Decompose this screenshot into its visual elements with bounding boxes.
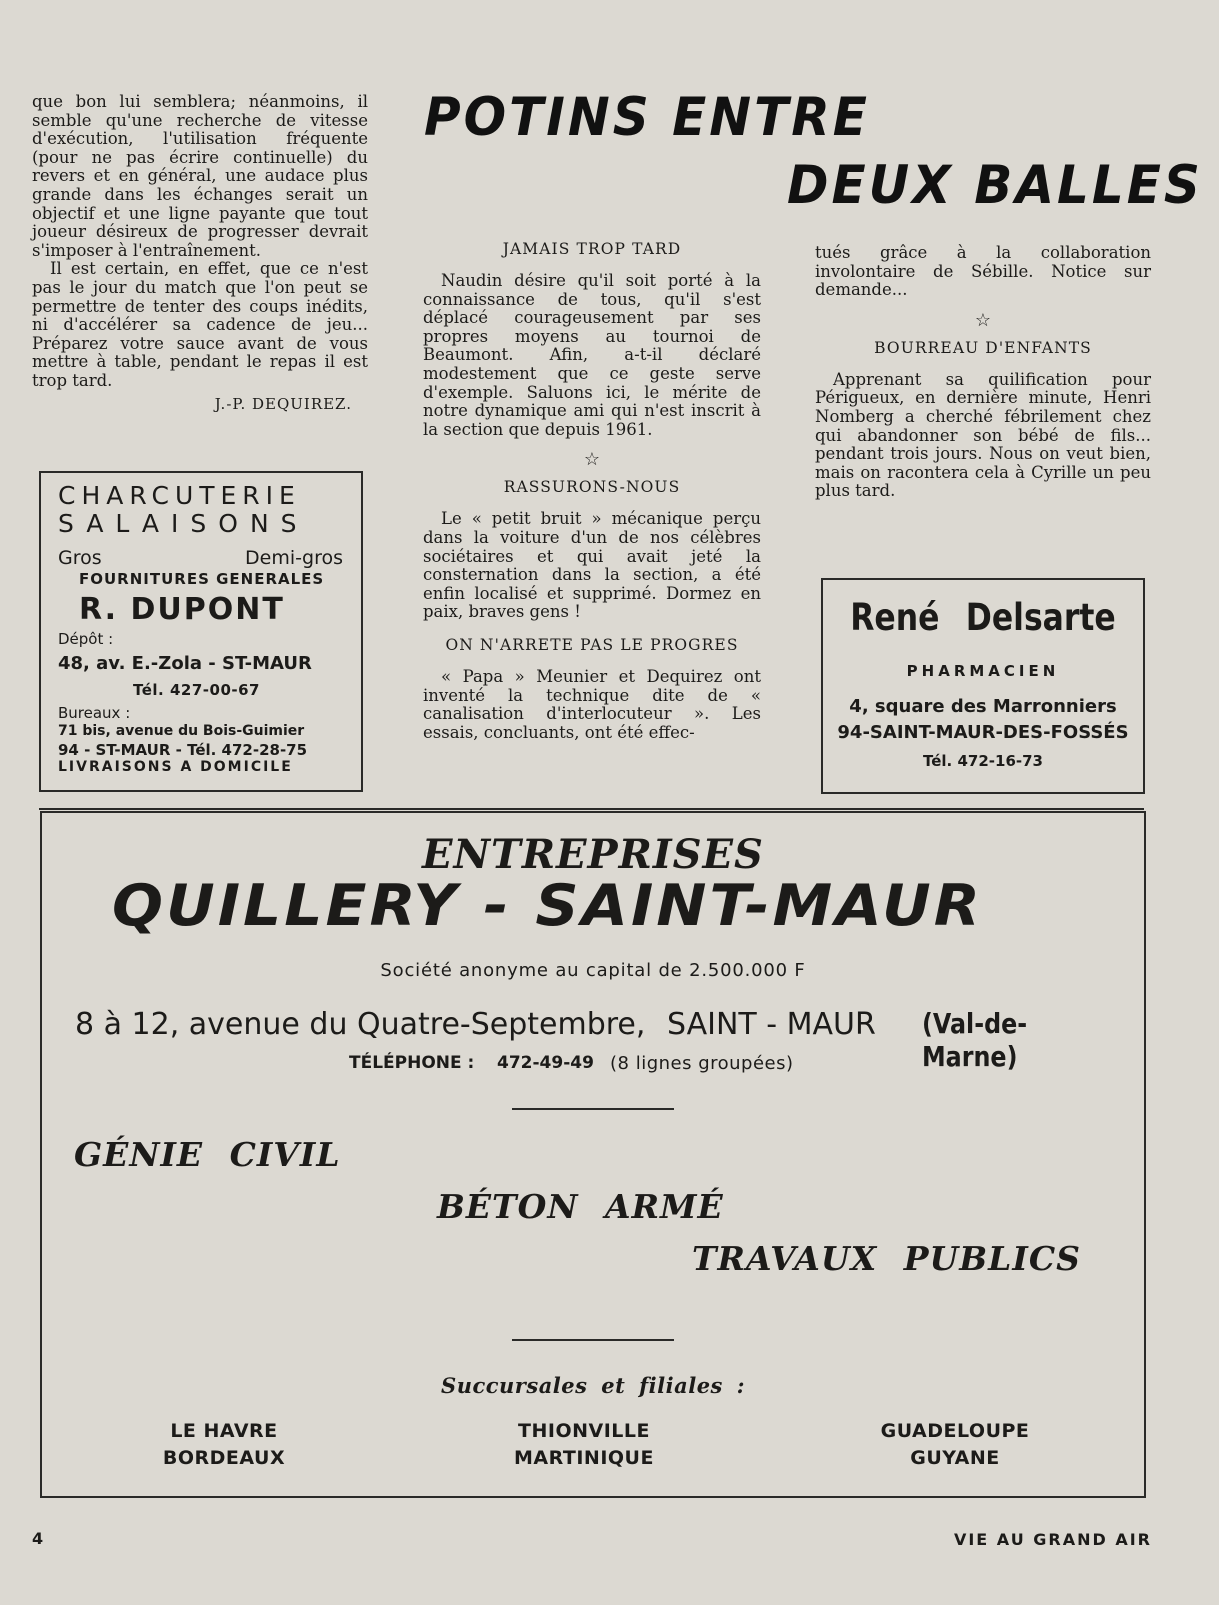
left-column <box>32 93 368 413</box>
service-item: GÉNIE CIVIL <box>74 1135 341 1174</box>
divider <box>512 1108 674 1110</box>
ad-text: Société anonyme au capital de 2.500.000 F <box>380 960 806 981</box>
branch-city: LE HAVRE <box>170 1420 278 1442</box>
paragraph: Il est certain, en effet, que ce n'est pas le jour du match que l'on peut se permettre de tenter des coups inédits, ni d'accélérer sa cadence de jeu... Préparez votre sauce avant de vous mettre à table, pendant le repas il est trop tard. <box>32 259 368 390</box>
ad-text: Bureaux : <box>58 704 131 722</box>
ad-phone: Tél. 472-16-73 <box>923 752 1043 770</box>
ad-heading: SALAISONS <box>58 509 309 538</box>
service-item: TRAVAUX PUBLICS <box>692 1239 1081 1278</box>
ad-dupont <box>39 471 363 792</box>
ad-heading: ENTREPRISES <box>422 831 764 878</box>
section-heading: JAMAIS TROP TARD <box>502 240 682 258</box>
author-signature: J.-P. DEQUIREZ. <box>214 394 352 413</box>
ad-address: 4, square des Marronniers <box>849 696 1117 717</box>
paragraph: Apprenant sa quilification pour Périgueux, en dernière minute, Henri Nomberg a cherché fébrilement chez qui abandonner son bébé de fils... pendant trois jours. Nous on veut bien, mais on racontera cela à Cyrille un peu plus tard. <box>815 369 1151 501</box>
branch-city: GUADELOUPE <box>880 1420 1030 1442</box>
paragraph: « Papa » Meunier et Dequirez ont inventé la technique dite de « canalisation d'interlocuteur ». Les essais, concluants, ont été effec- <box>423 666 761 742</box>
branch-city: THIONVILLE <box>518 1420 650 1442</box>
paragraph: tués grâce à la collaboration involontaire de Sébille. Notice sur demande... <box>815 243 1151 300</box>
section-heading: BOURREAU D'ENFANTS <box>874 338 1092 357</box>
branch-city: GUYANE <box>910 1447 1000 1469</box>
service-item: BÉTON ARMÉ <box>437 1187 724 1226</box>
ad-text: FOURNITURES GENERALES <box>79 570 325 588</box>
ad-company-name: R. DUPONT <box>79 592 285 627</box>
publication-name: VIE AU GRAND AIR <box>953 1530 1152 1549</box>
ad-text: LIVRAISONS A DOMICILE <box>58 759 293 775</box>
ad-text: Gros <box>58 547 102 569</box>
middle-column <box>423 240 761 742</box>
star-icon: ☆ <box>583 449 601 471</box>
ad-company-name: QUILLERY - SAINT-MAUR <box>112 872 983 940</box>
ad-address: 94-SAINT-MAUR-DES-FOSSÉS <box>837 722 1129 743</box>
ad-address: (Val-de-Marne) <box>922 1007 1028 1073</box>
paragraph: Le « petit bruit » mécanique perçu dans la voiture d'un de nos célèbres sociétaires et qui avait jeté la consternation dans la section, a été enfin localisé et supprimé. Dormez en paix, braves gens ! <box>423 509 761 622</box>
ad-phone-label: TÉLÉPHONE : <box>349 1053 475 1073</box>
ad-text: PHARMACIEN <box>906 662 1060 680</box>
ad-address: 71 bis, avenue du Bois-Guimier <box>58 723 305 739</box>
ad-address: 48, av. E.-Zola - ST-MAUR <box>58 653 312 674</box>
ad-heading: CHARCUTERIE <box>58 481 301 510</box>
ad-phone: Tél. 427-00-67 <box>133 681 260 699</box>
page-number: 4 <box>32 1529 44 1548</box>
paragraph: Naudin désire qu'il soit porté à la connaissance de tous, qu'il s'est déplacé courageusement par ses propres moyens au tournoi de Beaumont. Afin, a-t-il déclaré modestement que ce geste serve d'exemple. Saluons ici, le mérite de notre dynamique ami qui n'est inscrit à la section que depuis 1961. <box>423 271 761 439</box>
ad-text: Dépôt : <box>58 630 114 648</box>
ad-text: Demi-gros <box>245 547 343 569</box>
ad-phone: 472-49-49 <box>497 1053 594 1073</box>
ad-delsarte <box>821 578 1145 794</box>
ad-company-name: René Delsarte <box>850 596 1116 639</box>
paragraph: que bon lui semblera; néanmoins, il semble qu'une recherche de vitesse d'exécution, l'utilisation fréquente (pour ne pas écrire continuelle) du revers et en général, une audace plus grande dans les échanges serait un objectif et une ligne payante que tout joueur désireux de progresser devrait s'imposer à l'entraînement. <box>32 92 368 260</box>
star-icon: ☆ <box>974 309 992 331</box>
article-title-line2: DEUX BALLES <box>787 154 1203 216</box>
ad-quillery <box>40 811 1146 1498</box>
ad-address: 94 - ST-MAUR - Tél. 472-28-75 <box>58 741 308 759</box>
section-heading: RASSURONS-NOUS <box>503 478 681 497</box>
right-column <box>815 244 1151 501</box>
ad-address: 8 à 12, avenue du Quatre-Septembre, <box>75 1007 646 1042</box>
branch-city: MARTINIQUE <box>514 1447 654 1469</box>
article-title-line1: POTINS ENTRE <box>424 86 870 148</box>
ad-text: (8 lignes groupées) <box>610 1053 794 1074</box>
section-heading: ON N'ARRETE PAS LE PROGRES <box>445 635 739 654</box>
ad-heading: Succursales et filiales : <box>441 1373 745 1398</box>
divider <box>512 1339 674 1341</box>
divider <box>39 808 1144 810</box>
branch-city: BORDEAUX <box>162 1447 286 1469</box>
ad-address: SAINT - MAUR <box>667 1007 876 1042</box>
